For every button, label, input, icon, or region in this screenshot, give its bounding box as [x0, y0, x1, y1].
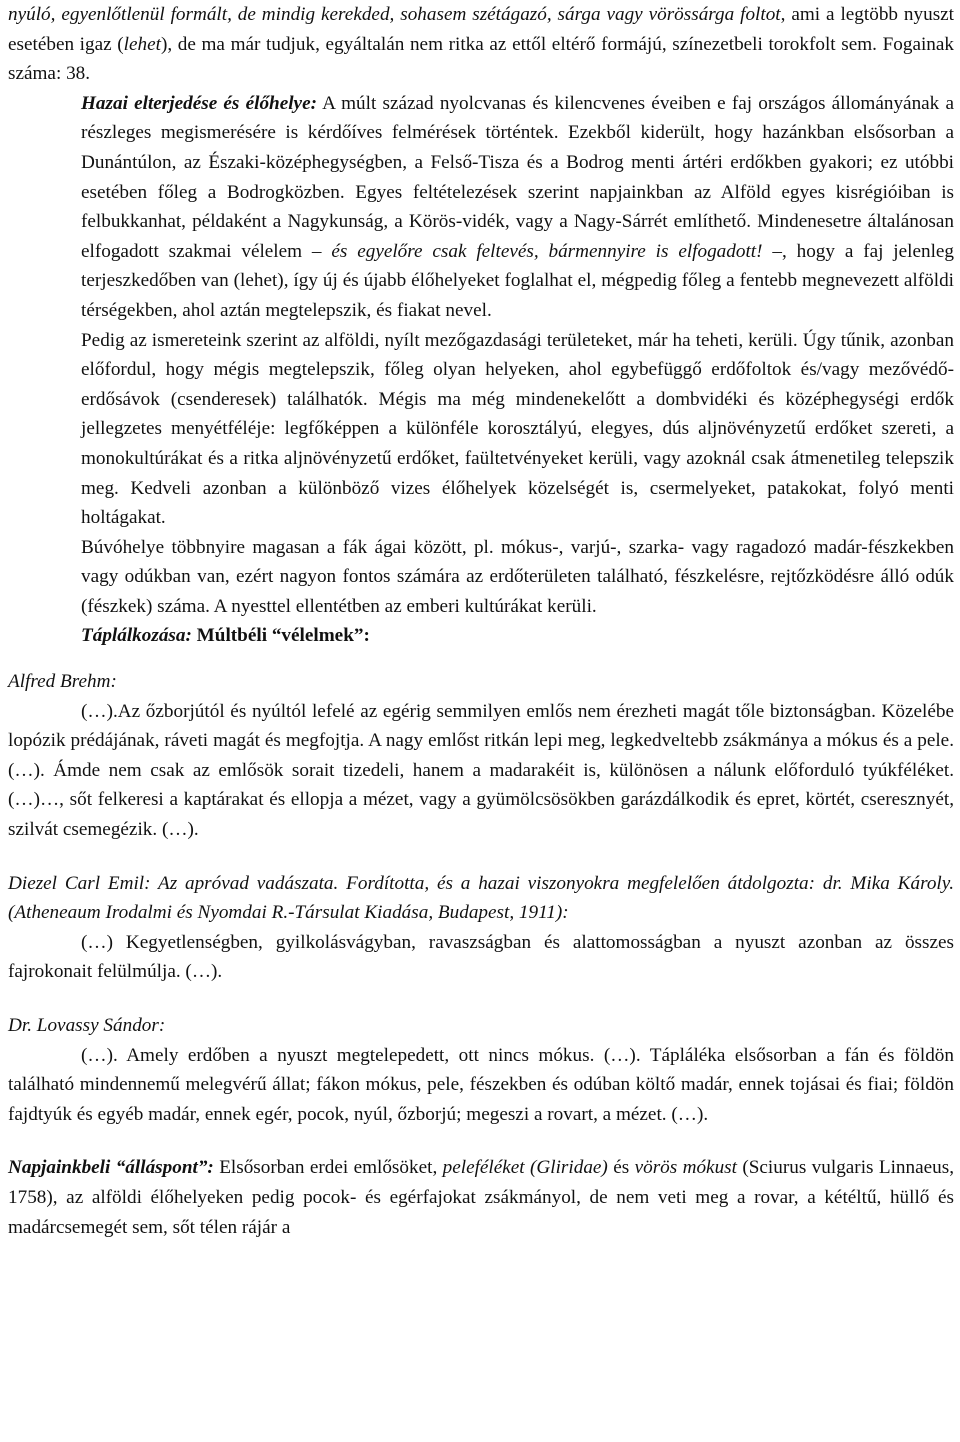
- feeding-label: Táplálkozása:: [81, 625, 192, 647]
- intro-italic-text: nyúló, egyenlőtlenül formált, de mindig kerekded, sohasem szétágazó, sárga vagy vörössárga foltot: [8, 4, 781, 25]
- diezel-quote: (…) Kegyetlenségben, gyilkolásvágyban, ravaszságban és alattomosságban a nyuszt azonban az összes fajrokonait felülmúlja. (…).: [8, 931, 954, 983]
- lovassy-heading: Dr. Lovassy Sándor:: [8, 1015, 166, 1036]
- habitat-text-end: –, hogy a faj jelenleg terjeszkedőben van (lehet), így új és újabb élőhelyeket foglalhat el, mégpedig főleg a fentebb megnevezett alföldi térségekben, ahol aztán megtelepszik, és fiakat nevel.: [81, 240, 955, 321]
- current-text-3: (Sciurus vulgaris Linnaeus, 1758), az alföldi élőhelyeken pedig pocok- és egérfajokat zsákmányol, de nem veti meg a rovar, a kétéltű, hüllő és madárcsemegét sem, sőt télen rájár a: [8, 1157, 955, 1238]
- habitat-paragraph-2: Pedig az ismereteink szerint az alföldi, nyílt mezőgazdasági területeket, már ha teheti, kerüli. Úgy tűnik, azonban előfordul, hogy mégis megtelepszik, főleg olyan helyeken, ahol egybefüggő erdőfoltok és/vagy mezővédő-erdősávok (csenderesek) találhatók. Mégis ma még mindenekelőtt a dombvidéki és középhegységi erdők jellegzetes menyétféléje: legfőképpen a különféle korosztályú, elegyes, dús aljnövényzetű erdőket szereti, a monokultúrákat és a ritka aljnövényzetű erdőket, faültetvényeket kerüli, vagy azoknál csak átmenetileg telepszik meg. Kedveli azonban a különböző vizes élőhelyek közelségét is, csermelyeket, patakokat, folyó menti holtágakat.: [81, 329, 954, 529]
- shelter-paragraph: Búvóhelye többnyire magasan a fák ágai között, pl. mókus-, varjú-, szarka- vagy ragadozó madár-fészkekben vagy odúkban van, ezért nagyon fontos számára az erdőterületen található, fészkelésre, rejtőzködésre álló odúk (fészkek) száma. A nyesttel ellentétben az emberi kultúrákat kerüli.: [81, 536, 954, 617]
- habitat-text: A múlt század nyolcvanas és kilencvenes éveiben e faj országos állományának a részleges megismerésére is kérdőíves felmérések történtek. Ezekből kiderült, hogy hazánkban elsősorban a Dunántúlon, az Északi-középhegységben, a Felső-Tisza és a Bodrog menti ártéri erdőkben gyakori; ez utóbbi esetében főleg a Bodrogközben. Egyes feltételezések szerint napjainkban az Alföld egyes kisrégióiban is felbukkanhat, példaként a Nagykunság, a Körös-vidék, vagy a Nagy-Sárrét említhető. Mindenesetre általánosan elfogadott szakmai vélelem –: [81, 92, 954, 262]
- feeding-heading: [8, 621, 954, 651]
- habitat-italic-text: és egyelőre csak feltevés, bármennyire is elfogadott!: [331, 240, 763, 262]
- feeding-subtitle: Múltbéli “vélelmek”:: [191, 625, 370, 647]
- lovassy-quote: (…). Amely erdőben a nyuszt megtelepedett, ott nincs mókus. (…). Tápláléka elsősorban a fán és földön található mindennemű melegvérű állat; fákon mókus, pele, fészekben és odúban költő madár, ennek tojásai és fiai; földön fajdtyúk és egyéb madár, ennek egér, pocok, nyúl, őzborjú; megeszi a rovart, a mézet. (…).: [8, 1044, 954, 1125]
- current-view-label: Napjainkbeli “álláspont”:: [8, 1157, 214, 1179]
- brehm-quote: (…).Az őzborjútól és nyúltól lefelé az egérig semmilyen emlős nem érezheti magát tőle biztonságban. Közelébe lopózik prédájának, ráveti magát és megfojtja. A nagy emlőst ritkán lepi meg, legkedveltebb zsákmánya a mókus és a pele. (…). Ámde nem csak az emlősök sorait tizedeli, hanem a madarakéit is, különösen a nálunk előforduló tyúkféléket. (…)…, sőt felkeresi a kaptárakat és ellopja a mézet, vagy a gyümölcsösökben garázdálkodik és epret, körtét, cseresznyét, szilvát csemegézik. (…).: [8, 700, 954, 841]
- current-italic-2: vörös mókust: [634, 1157, 737, 1179]
- brehm-heading: Alfred Brehm:: [8, 671, 117, 693]
- current-italic-1: peleféléket (Gliridae): [442, 1157, 608, 1179]
- intro-text-1: , ami a legtöbb nyuszt esetében igaz (: [8, 4, 955, 55]
- intro-text-2: ), de ma már tudjuk, egyáltalán nem ritka az ettől eltérő formájú, színezetbeli torokfolt sem. Fogainak száma: 38.: [8, 33, 954, 85]
- intro-paragraph: [8, 0, 954, 89]
- intro-italic-lehet: lehet: [123, 33, 161, 55]
- habitat-label: Hazai elterjedése és élőhelye:: [81, 92, 317, 114]
- current-view-paragraph: [8, 1153, 954, 1242]
- diezel-heading: Diezel Carl Emil: Az apróvad vadászata. Fordította, és a hazai viszonyokra megfelelően átdolgozta: dr. Mika Károly. (Atheneaum Irodalmi és Nyomdai R.-Társulat Kiadása, Budapest, 1911):: [8, 872, 954, 924]
- habitat-paragraph: [8, 89, 954, 326]
- current-text-2: és: [607, 1157, 635, 1179]
- current-text-1: Elsősorban erdei emlősöket,: [213, 1157, 443, 1179]
